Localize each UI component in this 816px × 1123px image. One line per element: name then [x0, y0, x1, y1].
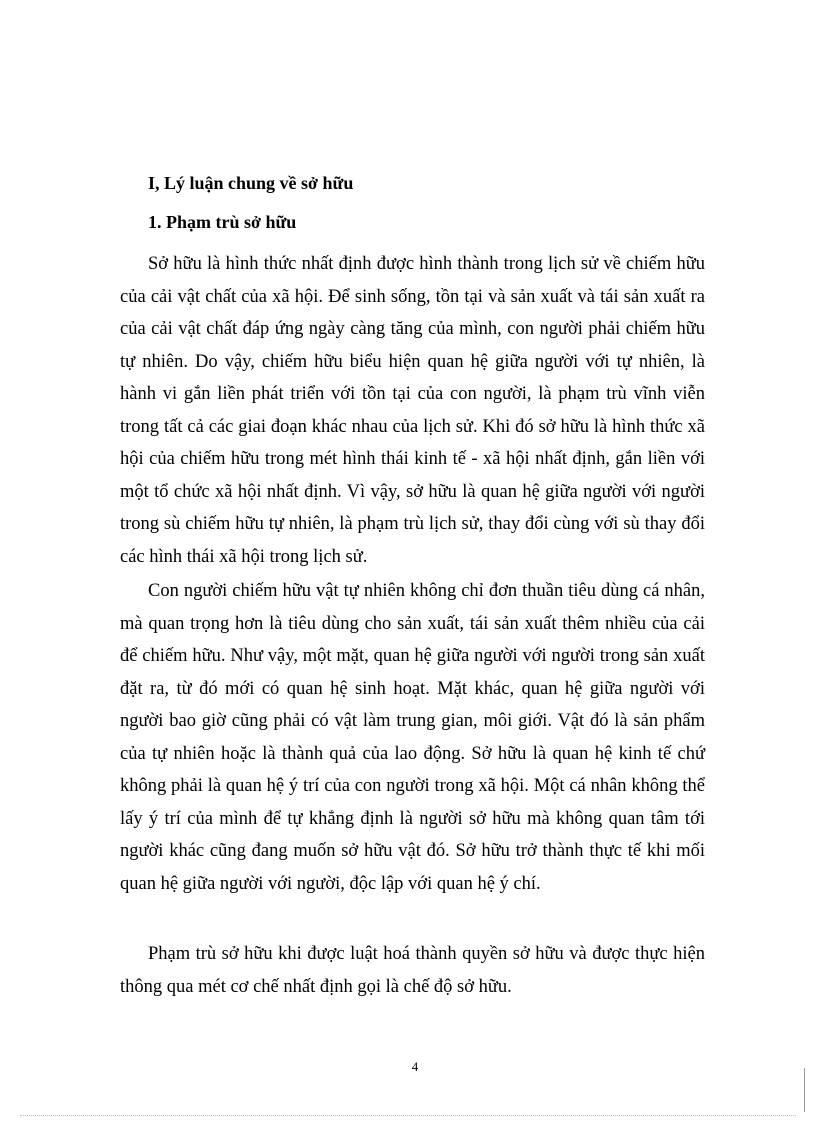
- paragraph-text: Con người chiếm hữu vật tự nhiên không chỉ đơn thuần tiêu dùng cá nhân, mà quan trọng hơn là tiêu dùng cho sản xuất, tái sản xuất thêm nhiều của cải để chiếm hữu. Như vậy, một mặt, quan hệ giữa người với người trong sản xuất đặt ra, từ đó mới có quan hệ sinh hoạt. Mặt khác, quan hệ giữa người với người bao giờ cũng phải có vật làm trung gian, môi giới. Vật đó là sản phẩm của tự nhiên hoặc là thành quả của lao động. Sở hữu là quan hệ kinh tế chứ không phải là quan hệ ý trí của con người trong xã hội. Một cá nhân không thể lấy ý trí của mình để tự khẳng định là người sở hữu mà không quan tâm tới người khác cũng đang muốn sở hữu vật đó. Sở hữu trở thành thực tế khi mối quan hệ giữa người với người, độc lập với quan hệ ý chí.: [120, 581, 705, 894]
- page-bottom-divider: [20, 1115, 796, 1116]
- paragraph-text: Phạm trù sở hữu khi được luật hoá thành quyền sở hữu và được thực hiện thông qua mét cơ chế nhất định gọi là chế độ sở hữu.: [120, 944, 705, 997]
- paragraph-text: Sở hữu là hình thức nhất định được hình thành trong lịch sử về chiếm hữu của cải vật chất của xã hội. Để sinh sống, tồn tại và sản xuất và tái sản xuất ra của cải vật chất đáp ứng ngày càng tăng của mình, con người phải chiếm hữu tự nhiên. Do vậy, chiếm hữu biểu hiện quan hệ giữa người với tự nhiên, là hành vi gắn liền phát triển với tồn tại của con người, là phạm trù vĩnh viễn trong tất cả các giai đoạn khác nhau của lịch sử. Khi đó sở hữu là hình thức xã hội của chiếm hữu trong mét hình thái kinh tế - xã hội nhất định, gắn liền với một tổ chức xã hội nhất định. Vì vậy, sở hữu là quan hệ giữa người với người trong sù chiếm hữu tự nhiên, là phạm trù lịch sử, thay đổi cùng với sù thay đổi các hình thái xã hội trong lịch sử.: [120, 254, 705, 567]
- paragraph-2: [120, 575, 705, 900]
- page-number: 4: [411, 1059, 419, 1074]
- paragraph-1: [120, 248, 705, 573]
- page-margin-mark: [804, 1068, 805, 1112]
- section-title: I, Lý luận chung về sở hữu: [148, 173, 354, 193]
- subsection-title: 1. Phạm trù sở hữu: [148, 212, 297, 232]
- paragraph-3: [120, 938, 705, 1003]
